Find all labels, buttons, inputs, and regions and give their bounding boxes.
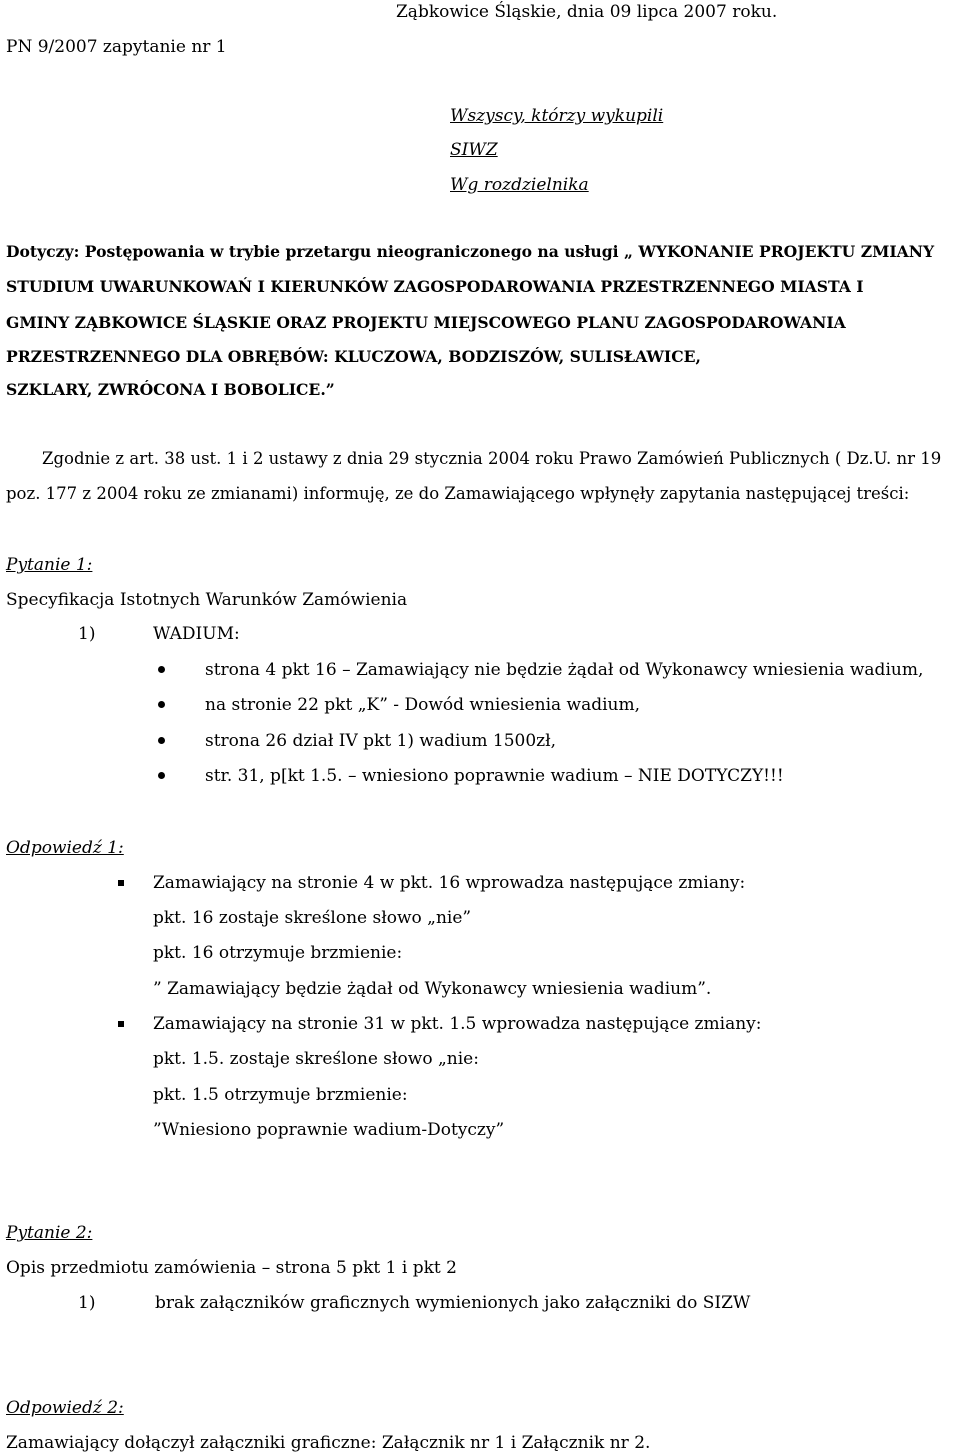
bullet-item: str. 31, p[kt 1.5. – wniesiono poprawnie wadium – NIE DOTYCZY!!! bbox=[205, 766, 784, 786]
bullet-icon bbox=[158, 701, 165, 708]
question-2-heading: Pytanie 2: bbox=[6, 1223, 93, 1243]
answer-lead: Zamawiający na stronie 4 w pkt. 16 wprowadza następujące zmiany: bbox=[153, 873, 746, 893]
reference-number: PN 9/2007 zapytanie nr 1 bbox=[6, 37, 227, 57]
bullet-icon bbox=[158, 737, 165, 744]
question-1-heading: Pytanie 1: bbox=[6, 555, 93, 575]
intro-line: Zgodnie z art. 38 ust. 1 i 2 ustawy z dnia 29 stycznia 2004 roku Prawo Zamówień Publicznych ( Dz.U. nr 19 bbox=[42, 449, 942, 468]
list-item-text: brak załączników graficznych wymienionych jako załączniki do SIZW bbox=[155, 1293, 751, 1313]
list-item-text: WADIUM: bbox=[153, 624, 240, 644]
subject-line: GMINY ZĄBKOWICE ŚLĄSKIE ORAZ PROJEKTU MIEJSCOWEGO PLANU ZAGOSPODAROWANIA bbox=[6, 313, 846, 332]
subject-line: Dotyczy: Postępowania w trybie przetargu nieograniczonego na usługi „ WYKONANIE PROJEKTU ZMIANY bbox=[6, 242, 935, 261]
answer-line: pkt. 1.5 otrzymuje brzmienie: bbox=[153, 1085, 408, 1105]
answer-line: ”Wniesiono poprawnie wadium-Dotyczy” bbox=[153, 1120, 505, 1140]
list-number: 1) bbox=[78, 1293, 96, 1313]
recipient-line: SIWZ bbox=[450, 140, 498, 160]
bullet-item: na stronie 22 pkt „K” - Dowód wniesienia wadium, bbox=[205, 695, 641, 715]
question-1-line: Specyfikacja Istotnych Warunków Zamówienia bbox=[6, 590, 408, 610]
intro-line: poz. 177 z 2004 roku ze zmianami) informuję, ze do Zamawiającego wpłynęły zapytania następującej treści: bbox=[6, 484, 910, 503]
answer-1-heading: Odpowiedź 1: bbox=[6, 838, 124, 858]
recipient-line: Wszyscy, którzy wykupili bbox=[450, 106, 664, 126]
bullet-icon bbox=[158, 772, 165, 779]
answer-line: pkt. 16 zostaje skreślone słowo „nie” bbox=[153, 908, 472, 928]
bullet-item: strona 4 pkt 16 – Zamawiający nie będzie żądał od Wykonawcy wniesienia wadium, bbox=[205, 660, 924, 680]
bullet-icon bbox=[158, 666, 165, 673]
subject-line: SZKLARY, ZWRÓCONA I BOBOLICE.” bbox=[6, 380, 335, 399]
answer-lead: Zamawiający na stronie 31 w pkt. 1.5 wprowadza następujące zmiany: bbox=[153, 1014, 762, 1034]
bullet-item: strona 26 dział IV pkt 1) wadium 1500zł, bbox=[205, 731, 557, 751]
answer-line: pkt. 1.5. zostaje skreślone słowo „nie: bbox=[153, 1049, 479, 1069]
answer-line: ” Zamawiający będzie żądał od Wykonawcy wniesienia wadium”. bbox=[153, 979, 712, 999]
square-bullet-icon bbox=[118, 880, 124, 886]
subject-line: STUDIUM UWARUNKOWAŃ I KIERUNKÓW ZAGOSPODAROWANIA PRZESTRZENNEGO MIASTA I bbox=[6, 277, 864, 296]
place-date: Ząbkowice Śląskie, dnia 09 lipca 2007 roku. bbox=[396, 2, 778, 22]
answer-line: pkt. 16 otrzymuje brzmienie: bbox=[153, 943, 403, 963]
square-bullet-icon bbox=[118, 1021, 124, 1027]
subject-line: PRZESTRZENNEGO DLA OBRĘBÓW: KLUCZOWA, BODZISZÓW, SULISŁAWICE, bbox=[6, 347, 701, 366]
answer-2-heading: Odpowiedź 2: bbox=[6, 1398, 124, 1418]
list-number: 1) bbox=[78, 624, 96, 644]
question-2-line: Opis przedmiotu zamówienia – strona 5 pkt 1 i pkt 2 bbox=[6, 1258, 457, 1278]
recipient-line: Wg rozdzielnika bbox=[450, 175, 589, 195]
answer-2-line: Zamawiający dołączył załączniki graficzne: Załącznik nr 1 i Załącznik nr 2. bbox=[6, 1433, 651, 1453]
